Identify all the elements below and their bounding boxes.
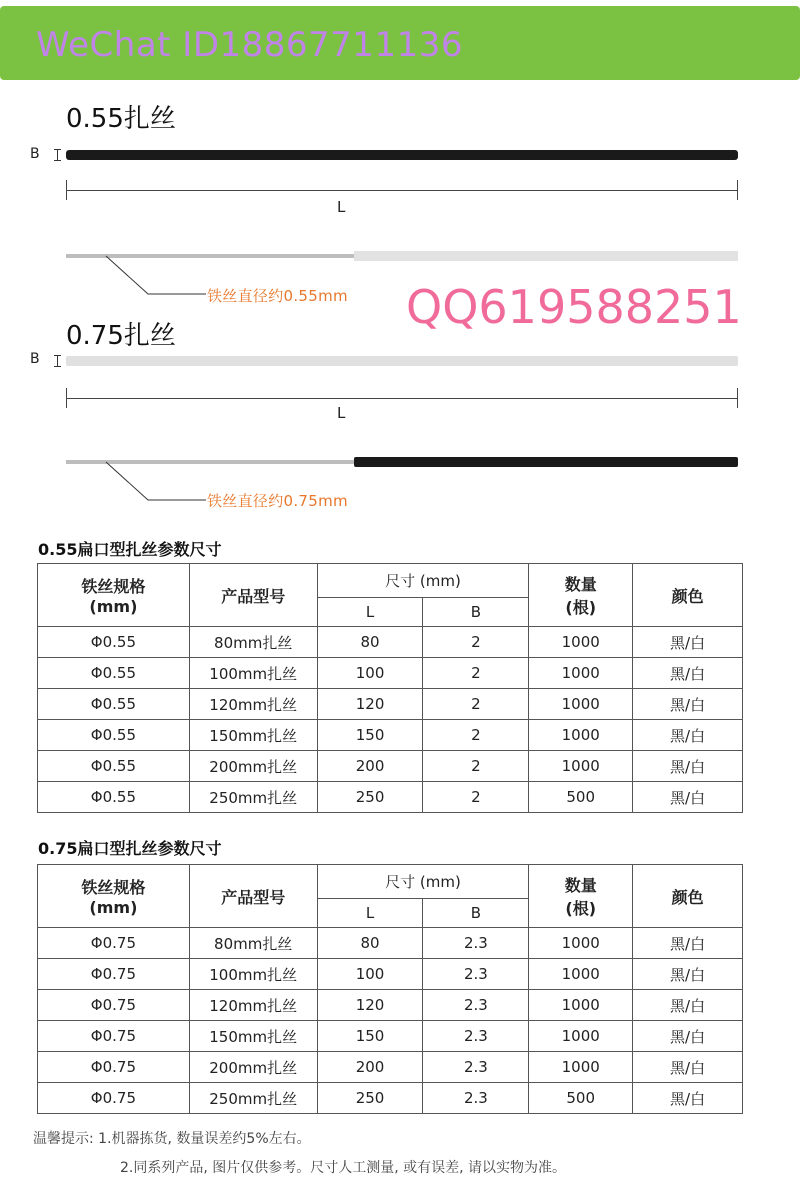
banner-wechat-id: WeChat ID18867711136: [36, 25, 463, 65]
cell-spec: Φ0.75: [38, 959, 190, 990]
diagram-075-l-label: L: [337, 404, 346, 422]
cell-color: 黑/白: [633, 627, 743, 658]
cell-qty: 1000: [529, 751, 633, 782]
cell-spec: Φ0.55: [38, 689, 190, 720]
cell-b: 2.3: [423, 928, 529, 959]
header-size-b: B: [423, 598, 529, 627]
cell-l: 80: [317, 928, 423, 959]
cell-spec: Φ0.75: [38, 990, 190, 1021]
cell-b: 2: [423, 782, 529, 813]
header-model: 产品型号: [189, 564, 317, 627]
cell-b: 2.3: [423, 1083, 529, 1114]
cell-qty: 1000: [529, 1021, 633, 1052]
cell-spec: Φ0.55: [38, 782, 190, 813]
cell-model: 100mm扎丝: [189, 658, 317, 689]
cell-l: 100: [317, 959, 423, 990]
cell-b: 2.3: [423, 990, 529, 1021]
cell-qty: 1000: [529, 928, 633, 959]
cell-l: 100: [317, 658, 423, 689]
footer-tip-2: 2.同系列产品, 图片仅供参考。尺寸人工测量, 或有误差, 请以实物为准。: [120, 1160, 567, 1176]
cell-qty: 1000: [529, 1052, 633, 1083]
cell-color: 黑/白: [633, 751, 743, 782]
cell-color: 黑/白: [633, 928, 743, 959]
table-row: [38, 1083, 743, 1114]
cell-spec: Φ0.75: [38, 1052, 190, 1083]
cell-model: 120mm扎丝: [189, 990, 317, 1021]
black-coated-wire: [354, 457, 738, 467]
header-qty: [529, 564, 633, 627]
header-size-l: L: [317, 598, 423, 627]
header-size-b: B: [423, 899, 529, 928]
cell-b: 2: [423, 658, 529, 689]
cell-spec: Φ0.75: [38, 928, 190, 959]
diagram-075-b-label: B: [30, 351, 40, 367]
cell-color: 黑/白: [633, 720, 743, 751]
header-spec-label: 铁丝规格: [81, 577, 146, 596]
cell-b: 2.3: [423, 1052, 529, 1083]
cell-qty: 1000: [529, 990, 633, 1021]
cell-qty: 500: [529, 782, 633, 813]
b-dimension-mark: [54, 149, 61, 161]
cell-spec: Φ0.55: [38, 658, 190, 689]
cell-l: 150: [317, 720, 423, 751]
cell-spec: Φ0.55: [38, 627, 190, 658]
cell-l: 80: [317, 627, 423, 658]
cell-model: 80mm扎丝: [189, 627, 317, 658]
cell-model: 200mm扎丝: [189, 1052, 317, 1083]
table-row: [38, 928, 743, 959]
table-row: [38, 1052, 743, 1083]
cell-model: 80mm扎丝: [189, 928, 317, 959]
cell-b: 2.3: [423, 1021, 529, 1052]
cell-spec: Φ0.55: [38, 751, 190, 782]
cell-l: 200: [317, 1052, 423, 1083]
cell-spec: Φ0.75: [38, 1083, 190, 1114]
table-075-title: 0.75扁口型扎丝参数尺寸: [38, 839, 222, 858]
spec-table-055: [37, 563, 743, 813]
white-coated-wire: [354, 251, 738, 261]
cell-qty: 500: [529, 1083, 633, 1114]
footer-tip-1: 温馨提示: 1.机器拣货, 数量误差约5%左右。: [33, 1131, 311, 1147]
b-dimension-mark: [54, 355, 61, 367]
spec-table-075: [37, 864, 743, 1114]
header-qty-unit: (根): [565, 598, 597, 617]
cell-spec: Φ0.75: [38, 1021, 190, 1052]
cell-qty: 1000: [529, 720, 633, 751]
cell-color: 黑/白: [633, 782, 743, 813]
table-055-title: 0.55扁口型扎丝参数尺寸: [38, 540, 222, 559]
header-spec: [38, 865, 190, 928]
table-row: [38, 990, 743, 1021]
table-row: [38, 751, 743, 782]
leader-line: [100, 254, 210, 300]
table-row: [38, 782, 743, 813]
header-color: 颜色: [633, 564, 743, 627]
header-banner: [0, 6, 800, 80]
header-qty-unit: (根): [565, 899, 597, 918]
wire-diameter-note-075: 铁丝直径约0.75mm: [207, 492, 348, 510]
diagram-075-title: 0.75扎丝: [66, 321, 176, 351]
cell-model: 250mm扎丝: [189, 1083, 317, 1114]
cell-model: 150mm扎丝: [189, 1021, 317, 1052]
diagram-055-title: 0.55扎丝: [66, 104, 176, 134]
cell-l: 250: [317, 1083, 423, 1114]
table-row: [38, 627, 743, 658]
table-row: [38, 1021, 743, 1052]
table-row: [38, 658, 743, 689]
leader-line: [100, 460, 210, 506]
white-tie-wire: [66, 356, 738, 366]
cell-color: 黑/白: [633, 658, 743, 689]
cell-qty: 1000: [529, 658, 633, 689]
cell-color: 黑/白: [633, 990, 743, 1021]
table-row: [38, 959, 743, 990]
qq-watermark: QQ619588251: [406, 280, 742, 334]
cell-b: 2: [423, 689, 529, 720]
cell-qty: 1000: [529, 959, 633, 990]
header-size-l: L: [317, 899, 423, 928]
cell-l: 250: [317, 782, 423, 813]
cell-color: 黑/白: [633, 959, 743, 990]
header-spec-label: 铁丝规格: [81, 878, 146, 897]
length-dimension-line: [66, 190, 738, 191]
header-size: 尺寸 (mm): [317, 564, 529, 598]
diagram-055-l-label: L: [337, 198, 346, 216]
cell-b: 2.3: [423, 959, 529, 990]
cell-l: 200: [317, 751, 423, 782]
header-model: 产品型号: [189, 865, 317, 928]
cell-b: 2: [423, 751, 529, 782]
diagram-055-b-label: B: [30, 146, 40, 162]
black-tie-wire: [66, 150, 738, 160]
table-row: [38, 720, 743, 751]
header-color: 颜色: [633, 865, 743, 928]
cell-spec: Φ0.55: [38, 720, 190, 751]
header-spec-unit: (mm): [89, 898, 138, 917]
cell-b: 2: [423, 627, 529, 658]
header-qty: [529, 865, 633, 928]
header-size: 尺寸 (mm): [317, 865, 529, 899]
cell-color: 黑/白: [633, 689, 743, 720]
cell-b: 2: [423, 720, 529, 751]
cell-l: 120: [317, 990, 423, 1021]
cell-l: 120: [317, 689, 423, 720]
header-spec-unit: (mm): [89, 597, 138, 616]
cell-model: 100mm扎丝: [189, 959, 317, 990]
length-dimension-line: [66, 398, 738, 399]
cell-model: 250mm扎丝: [189, 782, 317, 813]
cell-model: 200mm扎丝: [189, 751, 317, 782]
cell-color: 黑/白: [633, 1083, 743, 1114]
cell-model: 150mm扎丝: [189, 720, 317, 751]
table-row: [38, 689, 743, 720]
header-spec: [38, 564, 190, 627]
cell-qty: 1000: [529, 689, 633, 720]
cell-l: 150: [317, 1021, 423, 1052]
cell-model: 120mm扎丝: [189, 689, 317, 720]
cell-color: 黑/白: [633, 1052, 743, 1083]
header-qty-label: 数量: [564, 876, 597, 895]
wire-diameter-note-055: 铁丝直径约0.55mm: [207, 287, 348, 305]
header-qty-label: 数量: [564, 575, 597, 594]
cell-qty: 1000: [529, 627, 633, 658]
cell-color: 黑/白: [633, 1021, 743, 1052]
